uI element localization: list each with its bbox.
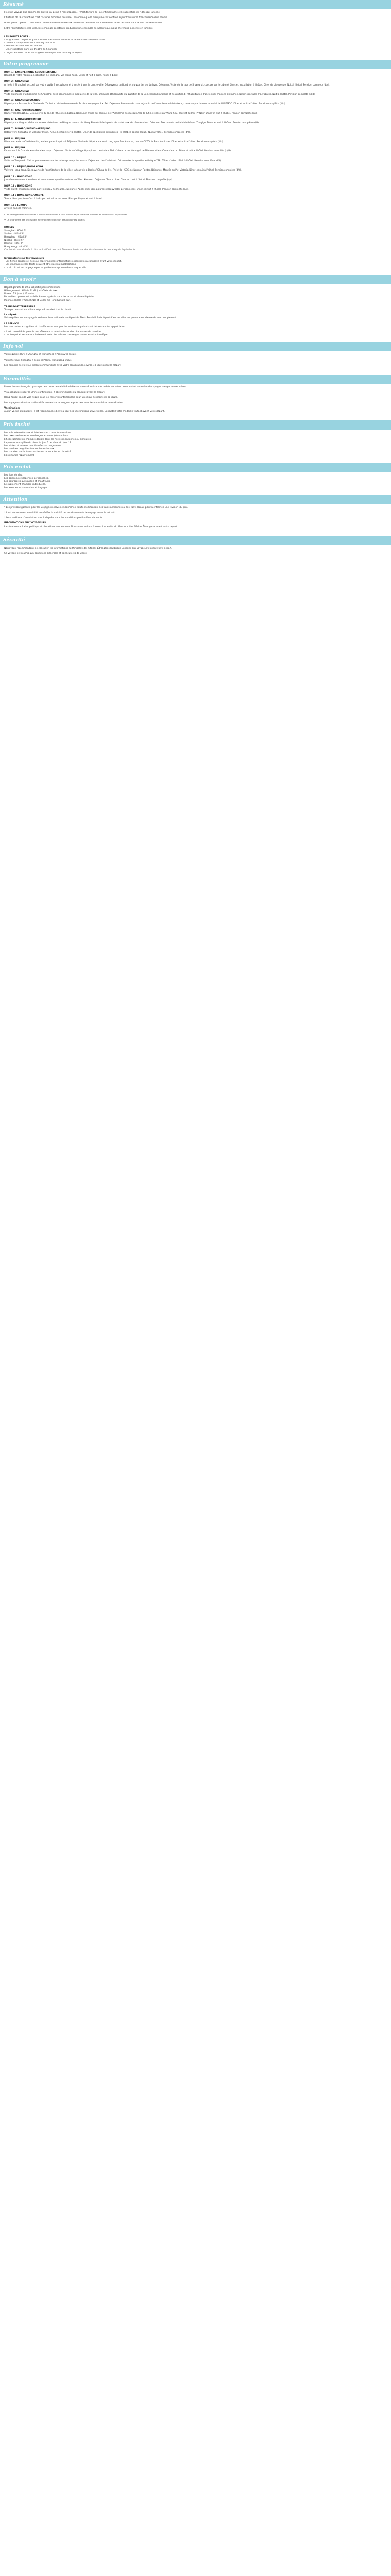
keyword-item: - Guides francophones tout au long du circuit <box>4 42 56 45</box>
day-item <box>4 194 387 200</box>
day-title: JOUR 8 : BEIJING <box>4 137 25 140</box>
info-line: Les horaires de vol vous seront communiqués avec votre convocation environ 10 jours avant le départ. <box>4 364 122 367</box>
prix-inclut-body <box>0 430 391 461</box>
day-item <box>4 185 387 191</box>
day-item <box>4 176 387 182</box>
day-item <box>4 109 387 115</box>
info-line: * Les prix sont garantis pour les voyages réservés et confirmés. Toute modification des taxes aériennes ou des tarifs locaux pourra entraîner une révision du prix. <box>4 506 188 509</box>
day-title: JOUR 2 : SHANGHAI <box>4 80 29 83</box>
section-title-securite: Sécurité <box>0 536 391 545</box>
day-text: Vol vers Hong Kong. Découverte de l'architecture de la ville : la tour de la Bank of China de I.M. Pei et la HSBC de Norman Foster. Déjeuner. Montée au Pic Victoria. Dîner et nuit à l'hôtel. Pension complète (d/d). <box>4 169 242 172</box>
day-item <box>4 71 387 77</box>
day-title: JOUR 14 : HONG KONG/EUROPE <box>4 194 44 197</box>
vaccin-text: Aucun vaccin obligatoire. Il est recommandé d'être à jour des vaccinations universelles. Consultez votre médecin traitant avant votre départ. <box>4 410 165 413</box>
info-label: INFORMATIONS AUX VOYAGEURS <box>4 522 46 525</box>
hotels-note: Ces hôtels sont donnés à titre indicatif et pourront être remplacés par des établissements de catégorie équivalente. <box>4 248 136 251</box>
section-title-programme: Votre programme <box>0 60 391 69</box>
day-text: Arrivée dans la matinée. <box>4 207 32 210</box>
day-item <box>4 118 387 125</box>
section-prix-exclut <box>0 463 391 493</box>
list-item: Les assurances annulation et bagages. <box>4 486 48 489</box>
page <box>0 0 391 563</box>
day-title: JOUR 3 : SHANGHAI <box>4 90 29 93</box>
info-line: - Il est conseillé de prévoir des vêtements confortables et des chaussures de marche. <box>4 330 102 333</box>
programme-note: ** Le programme des visites peut être modifié en fonction des contraintes locales. <box>4 218 85 221</box>
list-item: L'hébergement en chambre double dans les hôtels mentionnés ou similaires. <box>4 438 92 441</box>
day-item <box>4 147 387 153</box>
info-line: Les voyageurs d'autres nationalités doivent se renseigner auprès des autorités consulaires compétentes. <box>4 401 124 404</box>
depart-label: Le départ <box>4 314 17 317</box>
list-item: Les vols internationaux et intérieurs en classe économique. <box>4 432 72 435</box>
day-text: Départ pour Suzhou, la « Venise de l'Orient ». Visite du musée de Suzhou conçu par I.M. Pei. Déjeuner. Promenade dans le Jardin de l'Humble Administrateur, classé au patrimoine mondial de l'UNESCO. Dîner et nuit à l'hôtel. Pension complète (d/d). <box>4 103 286 106</box>
info-line: Durée : 15 jours / 13 nuits. <box>4 293 35 296</box>
hotel-item: Beijing : Hôtel 5* <box>4 242 24 245</box>
programme-body <box>0 69 391 273</box>
section-info-vol <box>0 342 391 372</box>
day-title: JOUR 10 : BEIJING <box>4 156 27 159</box>
day-text: Départ de votre région à destination de Shanghai via Hong Kong. Dîner et nuit à bord. Repas à bord. <box>4 74 118 77</box>
resume-line: Il est un voyage que comme les autres j'ai peine à me proposer... l'Architecture de la sentimentalité et l'élaboration de l'idée qui la fonde. <box>4 11 161 14</box>
info-line: Formalités : passeport valable 6 mois après la date de retour et visa obligatoire. <box>4 296 95 299</box>
hotel-item: Shanghai : Hôtel 5* <box>4 229 26 232</box>
day-title: JOUR 12 : HONG KONG <box>4 175 33 178</box>
hotel-item: Suzhou : Hôtel 5* <box>4 232 24 235</box>
info-line: Hébergement : Hôtels 5* (NL) et hôtels de luxe. <box>4 289 58 292</box>
section-title-resume: Résumé <box>0 0 391 9</box>
info-vol-body <box>0 351 391 372</box>
info-line: - Les fiches conseils ci-dessous reprennent les informations essentielles à connaître avant votre départ. <box>4 260 122 263</box>
section-title-info-vol: Info vol <box>0 342 391 351</box>
section-title-attention: Attention <box>0 495 391 504</box>
hotel-item: Ningbo : Hôtel 5* <box>4 239 24 242</box>
day-item <box>4 138 387 144</box>
day-text: Visite du M+ Museum conçu par Herzog & de Meuron. Déjeuner. Après-midi libre pour les découvertes personnelles. Dîner et nuit à l'hôtel. Pension complète (d/d). <box>4 188 189 191</box>
programme-note: * Les hébergements mentionnés ci-dessus sont donnés à titre indicatif et peuvent être modifiés en fonction des disponibilités. <box>4 213 128 216</box>
info-line: Vols intérieurs Shanghai / Pékin et Pékin / Hong Kong inclus. <box>4 359 72 362</box>
securite-body <box>0 545 391 561</box>
service-label: LE SERVICE <box>4 322 19 325</box>
day-title: JOUR 6 : HANGZHOU/NINGBO <box>4 118 41 122</box>
info-line: - Le circuit est accompagné par un guide francophone dans chaque ville. <box>4 266 87 269</box>
list-item: Les transferts et le transport terrestre en autocar climatisé. <box>4 451 72 454</box>
info-line: * Il est de votre responsabilité de vérifier la validité de vos documents de voyage avant le départ. <box>4 512 116 515</box>
day-title: JOUR 13 : HONG KONG <box>4 184 33 188</box>
day-text: Arrivée à Shanghai, accueil par votre guide francophone et transfert vers le centre-ville. Découverte du Bund et du quartier de Lujiazui. Déjeuner. Visite de la tour de Shanghai, conçue par le cabinet Gensler. Installation à l'hôtel. Dîner de bienvenue. Nuit à l'hôtel. Pension complète (d/d). <box>4 83 330 87</box>
day-text: Visite du musée d'urbanisme de Shanghai avec son immense maquette de la ville. Déjeuner. Découverte du quartier de la Concession Française et de Xintiandi, réhabilitation d'anciennes maisons shikumen. Dîner spectacle d'acrobates. Nuit à l'hôtel. Pension complète (d/d). <box>4 93 316 96</box>
transport-label: TRANSPORT TERRESTRE <box>4 305 35 308</box>
info-line: Vols réguliers Paris / Shanghai et Hong Kong / Paris avec escale. <box>4 353 77 357</box>
section-formalites <box>0 375 391 418</box>
resume-line: L'histoire de l'Architecture n'est pas une discipline nouvelle... Il semble que la discipline soit centrée aujourd'hui sur la transmission d'un savoir. <box>4 16 168 20</box>
day-item <box>4 204 387 210</box>
keyword-item: - Dîner spectacle dans un théâtre de Shanghai <box>4 48 57 51</box>
info-line: Ce voyage est soumis aux conditions générales et particulières de vente. <box>4 552 88 555</box>
day-item <box>4 157 387 163</box>
list-item: La pension complète du dîner du jour 2 au dîner du jour 13. <box>4 441 72 444</box>
day-item <box>4 128 387 134</box>
info-line: Visa obligatoire pour la Chine continentale, à obtenir auprès du consulat avant le départ. <box>4 391 105 394</box>
keyword-item: - Dégustation de thé et repas gastronomiques tout au long du séjour <box>4 51 83 54</box>
info-line: - Les températures varient fortement selon les saisons : renseignez-vous avant votre départ. <box>4 334 110 337</box>
info-line: Hong Kong : pas de visa requis pour les ressortissants français pour un séjour de moins de 90 jours. <box>4 396 118 399</box>
day-title: JOUR 11 : BEIJING/HONG KONG <box>4 166 43 169</box>
keyword-item: - Programme complet et ponctué avec des visites de sites et de bâtiments remarquables <box>4 39 105 42</box>
resume-line: Entre l'architecture et la ville, les échanges constants produisent un ensemble de valeurs que nous cherchons à mettre en lumière. <box>4 27 154 30</box>
info-label: Informations sur les voyageurs <box>4 257 44 260</box>
info-line: Nous vous recommandons de consulter les informations du Ministère des Affaires Étrangères (rubrique Conseils aux voyageurs) avant votre départ. <box>4 547 172 550</box>
day-title: JOUR 4 : SHANGHAI/SUZHOU <box>4 99 41 103</box>
hotels-label: HÔTELS <box>4 226 14 229</box>
section-securite <box>0 536 391 561</box>
section-prix-inclut <box>0 420 391 461</box>
section-title-formalites: Formalités <box>0 375 391 384</box>
day-text: Temps libre puis transfert à l'aéroport et vol retour vers l'Europe. Repas et nuit à bord. <box>4 197 102 200</box>
day-item <box>4 90 387 96</box>
section-programme <box>0 60 391 273</box>
resume-body <box>0 9 391 58</box>
day-item <box>4 80 387 87</box>
list-item: Les boissons et dépenses personnelles. <box>4 477 49 480</box>
info-line: Monnaie locale : Yuan (CNY) et Dollar de Hong Kong (HKD). <box>4 299 71 302</box>
keyword-item: - Rencontres avec des architectes <box>4 45 43 48</box>
section-title-prix-inclut: Prix inclut <box>0 420 391 430</box>
day-title: JOUR 5 : SUZHOU/HANGZHOU <box>4 109 42 112</box>
day-title: JOUR 1 : EUROPE/HONG KONG/SHANGHAI <box>4 71 57 74</box>
section-bon-savoir <box>0 275 391 341</box>
section-attention <box>0 495 391 534</box>
bon-savoir-body <box>0 284 391 341</box>
keywords-label: LES POINTS FORTS : <box>4 35 30 38</box>
day-text: Retour vers Shanghai et vol pour Pékin. Accueil et transfert à l'hôtel. Dîner de spécialités pékinoises : le célèbre canard laqué. Nuit à l'hôtel. Pension complète (d/d). <box>4 131 191 134</box>
list-item: Les visites et entrées mentionnées au programme. <box>4 445 62 448</box>
section-title-bon-savoir: Bon à savoir <box>0 275 391 284</box>
day-title: JOUR 9 : BEIJING <box>4 147 25 150</box>
prix-exclut-body <box>0 472 391 493</box>
hotel-item: Hangzhou : Hôtel 5* <box>4 235 27 239</box>
list-item: Les services de guides francophones locaux. <box>4 448 55 451</box>
list-item: Les frais de visa. <box>4 473 23 477</box>
attention-body <box>0 504 391 534</box>
info-line: Ressortissants français : passeport en cours de validité valable au moins 6 mois après la date de retour, comportant au moins deux pages vierges consécutives. <box>4 386 187 388</box>
transport-text: Transport en autocar climatisé privé pendant tout le circuit. <box>4 308 72 311</box>
list-item: Les taxes aériennes et surcharge carburant (révisables). <box>4 435 69 438</box>
hotel-item: Hong Kong : Hôtel 5* <box>4 245 28 248</box>
day-item <box>4 166 387 172</box>
day-text: Visite du Temple du Ciel et promenade dans les hutongs en cyclo-pousse. Déjeuner chez l'habitant. Découverte du quartier artistique 798. Dîner d'adieu. Nuit à l'hôtel. Pension complète (d/d). <box>4 159 222 162</box>
vaccin-label: Vaccinations <box>4 406 21 410</box>
info-line: - Les itinéraires et les tarifs peuvent être sujets à modifications. <box>4 263 77 266</box>
day-text: Route vers Hangzhou. Découverte du lac de l'Ouest en bateau. Déjeuner. Visite du campus de l'Académie des Beaux-Arts de Chine réalisé par Wang Shu, lauréat du Prix Pritzker. Dîner et nuit à l'hôtel. Pension complète (d/d). <box>4 112 258 115</box>
list-item: L'assistance rapatriement. <box>4 454 35 457</box>
day-item <box>4 99 387 106</box>
formalites-body <box>0 384 391 418</box>
resume-line: Notre préoccupation... comment l'architecture se réfère aux questions de forme, de mouvement et de l'espace dans la ville contemporaine. <box>4 22 163 25</box>
day-title: JOUR 7 : NINGBO/SHANGHAI/BEIJING <box>4 128 51 131</box>
list-item: Les pourboires aux guides et chauffeurs. <box>4 480 51 483</box>
day-title: JOUR 15 : EUROPE <box>4 204 27 207</box>
day-text: Journée consacrée à Kowloon et au nouveau quartier culturel de West Kowloon. Déjeuner. Temps libre. Dîner et nuit à l'hôtel. Pension complète (d/d). <box>4 178 173 181</box>
day-text: Excursion à la Grande Muraille à Mutianyu. Déjeuner. Visite du Village Olympique : le stade « Nid d'oiseau » de Herzog & de Meuron et le « Cube d'eau ». Dîner et nuit à l'hôtel. Pension complète (d/d). <box>4 150 232 153</box>
info-text: La situation sanitaire, politique et climatique peut évoluer. Nous vous invitons à consulter le site du Ministère des Affaires Étrangères avant votre départ. <box>4 525 178 528</box>
day-text: Départ pour Ningbo. Visite du musée historique de Ningbo, œuvre de Wang Shu réalisée à partir de matériaux de récupération. Déjeuner. Découverte de la bibliothèque Tianyige. Dîner et nuit à l'hôtel. Pension complète (d/d). <box>4 122 260 125</box>
info-line: Départ garanti de 10 à 18 participants maximum. <box>4 286 61 289</box>
depart-text: Vols réguliers sur compagnie aérienne internationale au départ de Paris. Possibilité de départ d'autres villes de province sur demande avec supplément. <box>4 317 177 320</box>
section-title-prix-exclut: Prix exclut <box>0 463 391 472</box>
list-item: Le supplément chambre individuelle. <box>4 483 46 486</box>
info-line: * Les conditions d'annulation sont indiquées dans les conditions particulières de vente. <box>4 517 103 520</box>
day-text: Découverte de la Cité Interdite, ancien palais impérial. Déjeuner. Visite de l'Opéra national conçu par Paul Andreu, puis du CCTV de Rem Koolhaas. Dîner et nuit à l'hôtel. Pension complète (d/d). <box>4 141 224 144</box>
service-text: Les pourboires aux guides et chauffeurs ne sont pas inclus dans le prix et sont laissés à votre appréciation. <box>4 325 126 328</box>
section-resume <box>0 0 391 58</box>
